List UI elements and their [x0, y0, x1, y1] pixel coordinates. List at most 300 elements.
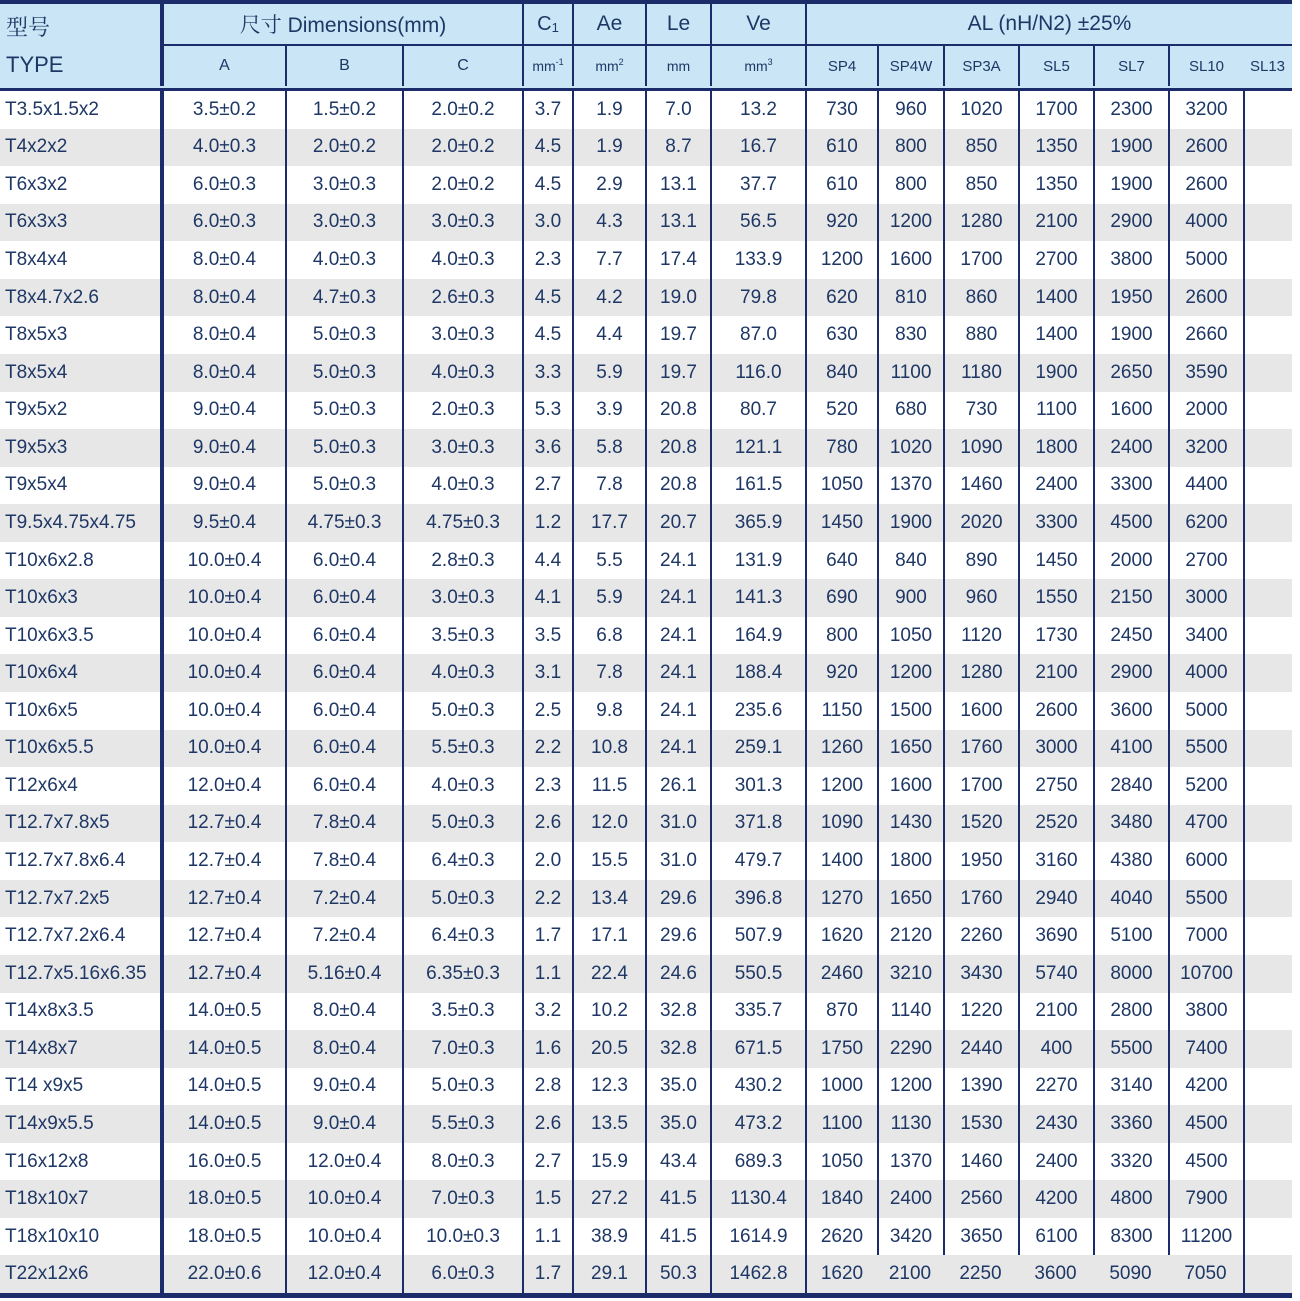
cell-sl5: 3000 [1018, 730, 1093, 768]
cell-type: T14x8x7 [5, 1037, 78, 1059]
cell-b: 1.5±0.2 [285, 91, 402, 129]
header-ve: Ve [710, 4, 805, 44]
cell-ve: 131.9 [710, 542, 805, 580]
cell-sp4: 1150 [805, 692, 877, 730]
header-al: AL (nH/N2) ±25% [805, 4, 1292, 44]
cell-le: 19.7 [645, 316, 710, 354]
cell-sl5: 5740 [1018, 955, 1093, 993]
cell-b: 9.0±0.4 [285, 1105, 402, 1143]
table-row [0, 767, 1292, 805]
cell-sl7: 5090 [1109, 1263, 1152, 1285]
table-row [0, 279, 1292, 317]
cell-b: 5.0±0.3 [285, 429, 402, 467]
cell-sp4w: 3420 [877, 1218, 943, 1256]
cell-sp3a: 960 [943, 579, 1018, 617]
cell-sp4: 840 [805, 354, 877, 392]
cell-type: T12.7x7.8x6.4 [5, 850, 126, 872]
table-row [0, 429, 1292, 467]
cell-le: 24.1 [645, 542, 710, 580]
cell-sl7: 1900 [1093, 129, 1168, 167]
cell-sp3a: 1530 [943, 1105, 1018, 1143]
table-row [0, 842, 1292, 880]
cell-sp3a: 1700 [943, 767, 1018, 805]
cell-c: 2.0±0.2 [402, 129, 522, 167]
cell-sl7: 2400 [1093, 429, 1168, 467]
cell-sp4w: 1200 [877, 204, 943, 242]
cell-c1: 2.6 [522, 1105, 572, 1143]
cell-c: 4.0±0.3 [402, 241, 522, 279]
cell-le: 32.8 [645, 993, 710, 1031]
table-row [0, 1180, 1292, 1218]
cell-c: 6.4±0.3 [402, 842, 522, 880]
cell-ae: 11.5 [572, 767, 645, 805]
cell-sp4: 610 [805, 129, 877, 167]
cell-ve: 1614.9 [710, 1218, 805, 1256]
cell-sp3a: 1460 [943, 467, 1018, 505]
cell-sl7: 4100 [1093, 730, 1168, 768]
cell-sl13 [1243, 1030, 1292, 1068]
cell-c: 3.5±0.3 [402, 993, 522, 1031]
cell-ve: 56.5 [710, 204, 805, 242]
cell-c: 5.0±0.3 [402, 880, 522, 918]
cell-sp3a: 860 [943, 279, 1018, 317]
cell-ae: 13.4 [572, 880, 645, 918]
cell-type: T12.7x5.16x6.35 [5, 962, 147, 984]
cell-ae: 27.2 [572, 1180, 645, 1218]
c1-unit-base: mm [532, 58, 556, 74]
cell-b: 5.0±0.3 [285, 392, 402, 430]
header-row-2 [160, 46, 1292, 86]
cell-ae: 5.5 [572, 542, 645, 580]
cell-a: 12.7±0.4 [160, 955, 285, 993]
cell-sl5: 6100 [1018, 1218, 1093, 1256]
cell-sp4: 1000 [805, 1068, 877, 1106]
cell-sp3a: 1180 [943, 354, 1018, 392]
cell-sl7: 2800 [1093, 993, 1168, 1031]
cell-sp3a: 2560 [943, 1180, 1018, 1218]
cell-sl7: 8000 [1093, 955, 1168, 993]
cell-sl13 [1243, 617, 1292, 655]
cell-le: 20.7 [645, 504, 710, 542]
cell-a: 12.7±0.4 [160, 805, 285, 843]
cell-sl5: 2750 [1018, 767, 1093, 805]
cell-ve: 164.9 [710, 617, 805, 655]
cell-sp4w: 2290 [877, 1030, 943, 1068]
cell-c: 3.0±0.3 [402, 204, 522, 242]
cell-b: 6.0±0.4 [285, 579, 402, 617]
cell-sp4: 1050 [805, 467, 877, 505]
cell-b: 10.0±0.4 [285, 1218, 402, 1256]
cell-sp3a: 1090 [943, 429, 1018, 467]
cell-c1: 1.1 [522, 955, 572, 993]
cell-sl13 [1243, 316, 1292, 354]
cell-sl10: 4500 [1168, 1105, 1243, 1143]
cell-sp4w: 2400 [877, 1180, 943, 1218]
cell-c: 7.0±0.3 [402, 1180, 522, 1218]
cell-le: 29.6 [645, 917, 710, 955]
cell-type: T12.7x7.2x6.4 [5, 925, 126, 947]
cell-sl13 [1243, 1068, 1292, 1106]
cell-sl13 [1243, 91, 1292, 129]
cell-sp4w: 900 [877, 579, 943, 617]
cell-sl7: 1600 [1093, 392, 1168, 430]
cell-sl10: 3400 [1168, 617, 1243, 655]
cell-sp4w: 1600 [877, 767, 943, 805]
cell-c1: 1.7 [522, 917, 572, 955]
cell-le: 32.8 [645, 1030, 710, 1068]
cell-sl7: 2450 [1093, 617, 1168, 655]
header-le: Le [645, 4, 710, 44]
cell-type: T9.5x4.75x4.75 [5, 511, 136, 533]
cell-sl13 [1243, 730, 1292, 768]
cell-b: 6.0±0.4 [285, 617, 402, 655]
cell-type: T10x6x5.5 [5, 737, 94, 759]
cell-c: 2.0±0.2 [402, 166, 522, 204]
table-row [0, 1255, 1292, 1293]
cell-sl13 [1243, 1218, 1292, 1256]
cell-sl13 [1243, 692, 1292, 730]
cell-type: T4x2x2 [5, 136, 68, 158]
table-row [0, 354, 1292, 392]
cell-type: T8x5x4 [5, 361, 68, 383]
cell-sp4w: 1650 [877, 730, 943, 768]
cell-c1: 2.7 [522, 1143, 572, 1181]
subheader-sp4: SP4 [805, 46, 877, 86]
cell-sp4: 1450 [805, 504, 877, 542]
cell-a: 12.7±0.4 [160, 842, 285, 880]
cell-le: 35.0 [645, 1068, 710, 1106]
cell-sl7: 5500 [1093, 1030, 1168, 1068]
cell-sl10: 5200 [1168, 767, 1243, 805]
cell-le: 24.1 [645, 617, 710, 655]
cell-type: T18x10x7 [5, 1188, 89, 1210]
cell-ae: 5.9 [572, 354, 645, 392]
cell-sp4: 1090 [805, 805, 877, 843]
header-type-en: TYPE [6, 52, 64, 77]
cell-sp4w: 2100 [888, 1263, 932, 1285]
cell-b: 3.0±0.3 [285, 204, 402, 242]
table-row [0, 204, 1292, 242]
cell-a: 8.0±0.4 [160, 279, 285, 317]
subheader-ae-unit: mm $^2$ [572, 46, 645, 86]
cell-a: 14.0±0.5 [160, 1068, 285, 1106]
cell-sp4w: 1500 [877, 692, 943, 730]
cell-sl13 [1243, 1143, 1292, 1181]
cell-b: 6.0±0.4 [285, 692, 402, 730]
cell-sp4w: 1200 [877, 654, 943, 692]
table-row [0, 805, 1292, 843]
cell-sl13 [1243, 993, 1292, 1031]
cell-sp4: 1200 [805, 241, 877, 279]
cell-sp3a: 880 [943, 316, 1018, 354]
cell-le: 8.7 [645, 129, 710, 167]
cell-le: 7.0 [645, 91, 710, 129]
cell-type: T10x6x3.5 [5, 624, 94, 646]
cell-b: 5.16±0.4 [285, 955, 402, 993]
cell-a: 10.0±0.4 [160, 692, 285, 730]
cell-c1: 3.1 [522, 654, 572, 692]
cell-sl5: 2400 [1018, 1143, 1093, 1181]
cell-sl7: 3360 [1093, 1105, 1168, 1143]
cell-ae: 7.8 [572, 654, 645, 692]
cell-c1: 3.2 [522, 993, 572, 1031]
cell-c: 2.6±0.3 [402, 279, 522, 317]
cell-c: 7.0±0.3 [402, 1030, 522, 1068]
cell-b: 6.0±0.4 [285, 767, 402, 805]
cell-sp3a: 1390 [943, 1068, 1018, 1106]
cell-c1: 2.7 [522, 467, 572, 505]
cell-sl10: 4700 [1168, 805, 1243, 843]
cell-ve: 37.7 [710, 166, 805, 204]
cell-a: 9.5±0.4 [160, 504, 285, 542]
table-header [0, 4, 1292, 91]
cell-sl7: 3800 [1093, 241, 1168, 279]
cell-c: 6.35±0.3 [402, 955, 522, 993]
cell-sl13 [1243, 392, 1292, 430]
cell-sp3a: 3650 [943, 1218, 1018, 1256]
cell-sl10: 10700 [1168, 955, 1243, 993]
cell-sl7: 2300 [1093, 91, 1168, 129]
cell-sl10: 3000 [1168, 579, 1243, 617]
cell-sl5: 2940 [1018, 880, 1093, 918]
cell-a: 18.0±0.5 [160, 1218, 285, 1256]
cell-ae: 10.8 [572, 730, 645, 768]
cell-sp3a: 1460 [943, 1143, 1018, 1181]
cell-sl13 [1243, 279, 1292, 317]
cell-le: 13.1 [645, 166, 710, 204]
cell-type: T6x3x3 [5, 211, 68, 233]
cell-c: 2.0±0.3 [402, 392, 522, 430]
cell-sp4w: 1130 [877, 1105, 943, 1143]
cell-sl10: 5500 [1168, 880, 1243, 918]
cell-sl7: 2900 [1093, 654, 1168, 692]
table-row [0, 392, 1292, 430]
cell-a: 9.0±0.4 [160, 392, 285, 430]
cell-ve: 371.8 [710, 805, 805, 843]
cell-sp3a: 1520 [943, 805, 1018, 843]
cell-ae: 5.8 [572, 429, 645, 467]
cell-sl10: 2600 [1168, 279, 1243, 317]
cell-sl10: 2600 [1168, 129, 1243, 167]
cell-c: 5.5±0.3 [402, 730, 522, 768]
header-type-cn: 型号 [6, 15, 51, 40]
cell-c: 4.0±0.3 [402, 467, 522, 505]
cell-ve: 671.5 [710, 1030, 805, 1068]
cell-sl5: 3160 [1018, 842, 1093, 880]
cell-ve: 116.0 [710, 354, 805, 392]
cell-sp4: 730 [805, 91, 877, 129]
cell-sl7: 2650 [1093, 354, 1168, 392]
cell-le: 35.0 [645, 1105, 710, 1143]
cell-sl5: 2520 [1018, 805, 1093, 843]
cell-ae: 1.9 [572, 91, 645, 129]
table-row [0, 91, 1292, 129]
cell-c: 3.5±0.3 [402, 617, 522, 655]
cell-le: 41.5 [645, 1218, 710, 1256]
header-ae: Ae [572, 4, 645, 44]
cell-sp3a: 730 [943, 392, 1018, 430]
cell-sp4: 1270 [805, 880, 877, 918]
cell-c1: 3.7 [522, 91, 572, 129]
cell-sp4w: 1650 [877, 880, 943, 918]
cell-sp4w: 1600 [877, 241, 943, 279]
cell-b: 9.0±0.4 [285, 1068, 402, 1106]
cell-sp3a: 890 [943, 542, 1018, 580]
cell-c1: 2.5 [522, 692, 572, 730]
cell-c1: 2.2 [522, 730, 572, 768]
cell-b: 4.0±0.3 [285, 241, 402, 279]
cell-sl13 [1243, 654, 1292, 692]
cell-a: 10.0±0.4 [160, 617, 285, 655]
cell-sl7: 4500 [1093, 504, 1168, 542]
cell-sl7: 4380 [1093, 842, 1168, 880]
cell-sp4w: 1200 [877, 1068, 943, 1106]
cell-sp4: 780 [805, 429, 877, 467]
cell-c: 10.0±0.3 [402, 1218, 522, 1256]
cell-a: 10.0±0.4 [160, 654, 285, 692]
cell-sp3a: 1950 [943, 842, 1018, 880]
table-row [0, 316, 1292, 354]
table-row [0, 1143, 1292, 1181]
cell-sl5: 400 [1018, 1030, 1093, 1068]
cell-sl10: 4200 [1168, 1068, 1243, 1106]
cell-type: T8x4x4 [5, 249, 68, 271]
cell-sl10: 6000 [1168, 842, 1243, 880]
cell-ae: 10.2 [572, 993, 645, 1031]
cell-type: T12x6x4 [5, 774, 78, 796]
cell-sp3a: 2250 [959, 1263, 1002, 1285]
cell-a: 9.0±0.4 [160, 429, 285, 467]
cell-sl10: 2000 [1168, 392, 1243, 430]
cell-sp4w: 680 [877, 392, 943, 430]
cell-sp4: 520 [805, 392, 877, 430]
cell-b: 8.0±0.4 [285, 1030, 402, 1068]
cell-sl10: 2700 [1168, 542, 1243, 580]
cell-sp4w: 1900 [877, 504, 943, 542]
cell-type: T10x6x3 [5, 587, 78, 609]
cell-a: 22.0±0.6 [160, 1255, 285, 1293]
cell-ve: 87.0 [710, 316, 805, 354]
cell-c: 5.0±0.3 [402, 805, 522, 843]
cell-ae: 13.5 [572, 1105, 645, 1143]
cell-sl5: 2100 [1018, 993, 1093, 1031]
cell-sl7: 1900 [1093, 166, 1168, 204]
subheader-sl10: SL10 [1168, 46, 1243, 86]
subheader-dim-a: A [160, 46, 285, 86]
cell-sl13 [1243, 204, 1292, 242]
cell-ae: 5.9 [572, 579, 645, 617]
cell-sl13 [1243, 1255, 1292, 1293]
cell-sp3a: 1220 [943, 993, 1018, 1031]
cell-le: 19.7 [645, 354, 710, 392]
cell-sp4w: 1800 [877, 842, 943, 880]
cell-sp4: 1100 [805, 1105, 877, 1143]
cell-b: 8.0±0.4 [285, 993, 402, 1031]
cell-c1: 4.5 [522, 279, 572, 317]
cell-c1: 1.5 [522, 1180, 572, 1218]
cell-sl10: 4000 [1168, 654, 1243, 692]
cell-sl10: 7400 [1168, 1030, 1243, 1068]
cell-sl5: 1100 [1018, 392, 1093, 430]
table-row [0, 993, 1292, 1031]
cell-sl5: 3600 [1034, 1263, 1077, 1285]
cell-c1: 2.3 [522, 241, 572, 279]
cell-sp4: 1620 [805, 917, 877, 955]
cell-ae: 22.4 [572, 955, 645, 993]
cell-ae: 12.0 [572, 805, 645, 843]
cell-sl13 [1243, 805, 1292, 843]
cell-sl5: 4200 [1018, 1180, 1093, 1218]
cell-ve: 141.3 [710, 579, 805, 617]
table-body [0, 91, 1292, 1293]
cell-c: 4.0±0.3 [402, 767, 522, 805]
cell-sp3a: 850 [943, 166, 1018, 204]
cell-sl7: 1950 [1093, 279, 1168, 317]
cell-ae: 38.9 [572, 1218, 645, 1256]
cell-a: 10.0±0.4 [160, 579, 285, 617]
cell-a: 8.0±0.4 [160, 316, 285, 354]
cell-sp4: 1750 [805, 1030, 877, 1068]
cell-c: 4.75±0.3 [402, 504, 522, 542]
cell-ve: 80.7 [710, 392, 805, 430]
cell-b: 3.0±0.3 [285, 166, 402, 204]
cell-sl5: 1350 [1018, 166, 1093, 204]
header-right-block [160, 4, 1292, 88]
cell-c: 8.0±0.3 [402, 1143, 522, 1181]
cell-sp3a: 3430 [943, 955, 1018, 993]
cell-a: 14.0±0.5 [160, 1030, 285, 1068]
cell-ve: 13.2 [710, 91, 805, 129]
table-row [0, 1068, 1292, 1106]
cell-c: 5.0±0.3 [402, 1068, 522, 1106]
ae-unit-base: mm [595, 58, 619, 74]
cell-sp4: 1200 [805, 767, 877, 805]
cell-ae: 20.5 [572, 1030, 645, 1068]
cell-sp4: 610 [805, 166, 877, 204]
cell-b: 6.0±0.4 [285, 542, 402, 580]
table-row [0, 730, 1292, 768]
cell-b: 12.0±0.4 [285, 1143, 402, 1181]
cell-b: 5.0±0.3 [285, 467, 402, 505]
cell-ae: 4.3 [572, 204, 645, 242]
cell-sl7: 1900 [1093, 316, 1168, 354]
cell-sp4: 620 [805, 279, 877, 317]
cell-le: 26.1 [645, 767, 710, 805]
cell-sl5: 1730 [1018, 617, 1093, 655]
cell-ve: 235.6 [710, 692, 805, 730]
cell-c1: 1.7 [522, 1255, 572, 1293]
cell-c1: 2.3 [522, 767, 572, 805]
cell-sl13 [1243, 429, 1292, 467]
cell-le: 24.1 [645, 730, 710, 768]
cell-ve: 121.1 [710, 429, 805, 467]
cell-ae: 6.8 [572, 617, 645, 655]
cell-c1: 4.5 [522, 166, 572, 204]
cell-c1: 5.3 [522, 392, 572, 430]
cell-c1: 2.6 [522, 805, 572, 843]
cell-sl13 [1243, 1105, 1292, 1143]
cell-sl10: 5500 [1168, 730, 1243, 768]
cell-type: T9x5x3 [5, 436, 68, 458]
cell-c1: 3.5 [522, 617, 572, 655]
cell-ae: 1.9 [572, 129, 645, 167]
cell-ve: 335.7 [710, 993, 805, 1031]
cell-sl5: 2100 [1018, 654, 1093, 692]
cell-ae: 7.8 [572, 467, 645, 505]
cell-sl13 [1243, 917, 1292, 955]
cell-sl13 [1243, 129, 1292, 167]
cell-sl10: 5000 [1168, 241, 1243, 279]
